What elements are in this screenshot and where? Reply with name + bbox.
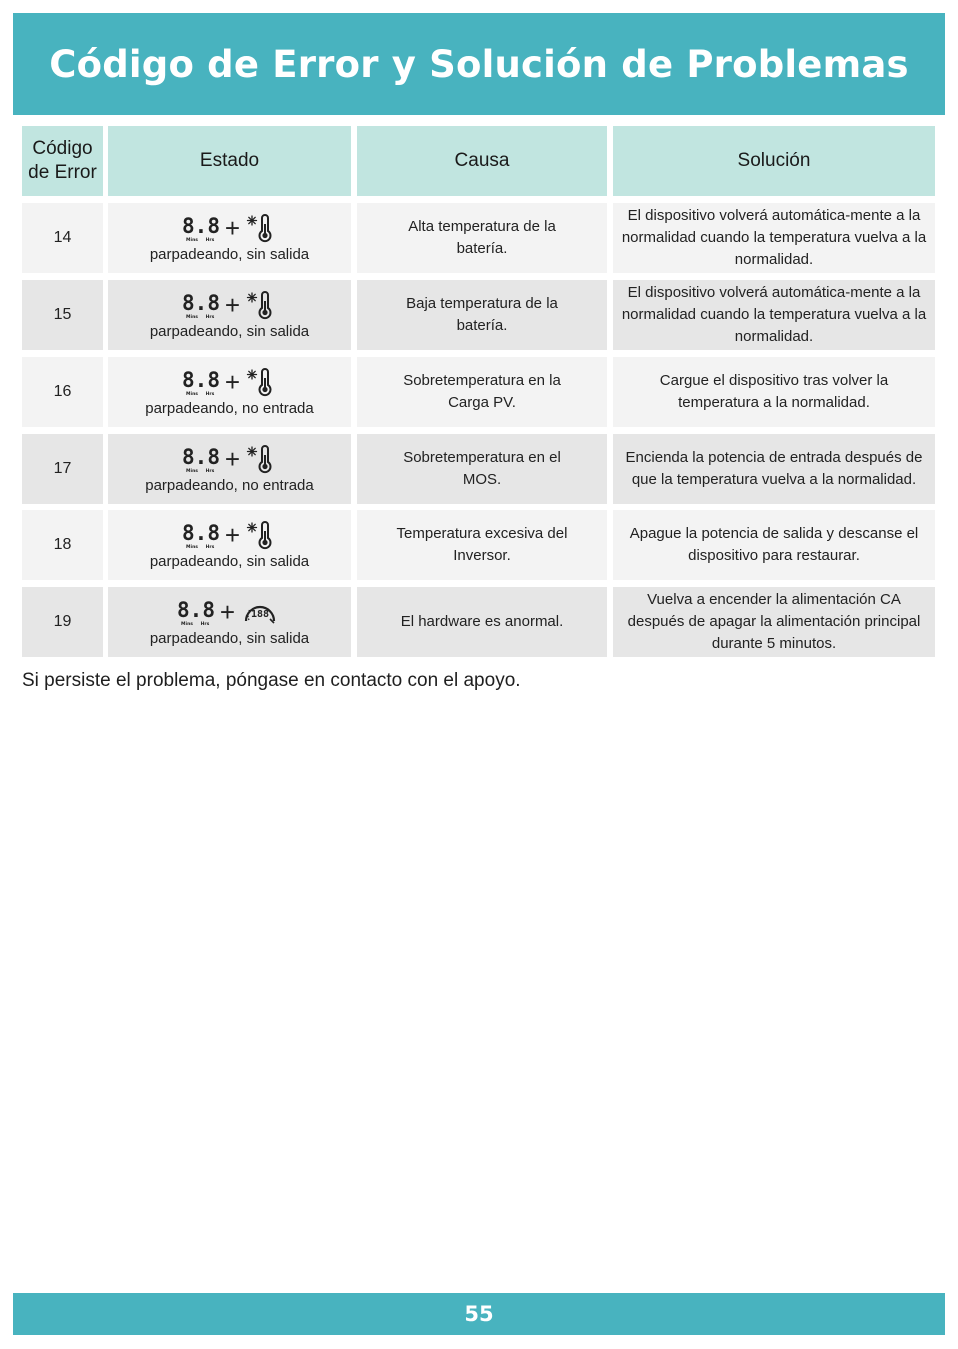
solution-text: El dispositivo volverá automática-mente a la normalidad cuando la temperatura vuelva a la normalidad. (621, 207, 927, 268)
display-hrs-label: Hrs (205, 469, 215, 474)
display-mins-label: Mins (185, 545, 198, 550)
segment-display-icon (181, 214, 220, 243)
display-mins-label: Mins (185, 469, 198, 474)
segment-display-icon (181, 445, 220, 474)
row-17-code-cell (22, 434, 103, 504)
status-icons (181, 367, 274, 397)
plus-sign: + (224, 290, 241, 320)
status-icons (181, 213, 274, 243)
solution-text: El dispositivo volverá automática-mente a la normalidad cuando la temperatura vuelva a la normalidad. (621, 284, 927, 345)
segment-display-icon (181, 291, 220, 320)
cause-text: Sobretemperatura en la Carga PV. (403, 372, 561, 411)
row-16-state-cell (108, 357, 351, 427)
cause-text: Alta temperatura de la batería. (408, 218, 556, 257)
row-16-cause-cell (357, 357, 607, 427)
row-16-solution-cell (613, 357, 935, 427)
error-code: 18 (53, 536, 72, 553)
snowflake-thermometer-icon (246, 521, 274, 549)
error-code: 15 (53, 306, 72, 323)
header-solution-label: Solución (737, 150, 811, 171)
row-18-solution-cell (613, 510, 935, 580)
segment-display-icon (181, 521, 220, 550)
row-14-state-cell (108, 203, 351, 273)
header-cause (357, 126, 607, 196)
header-state-label: Estado (199, 150, 260, 171)
plus-sign: + (224, 444, 241, 474)
header-state (108, 126, 351, 196)
display-mins-label: Mins (185, 238, 198, 243)
error-code: 17 (53, 460, 72, 477)
snowflake-thermometer-icon (246, 445, 274, 473)
display-mins-label: Mins (185, 315, 198, 320)
row-18-code-cell (22, 510, 103, 580)
row-16-code-cell (22, 357, 103, 427)
cause-text: Temperatura excesiva del Inversor. (396, 525, 568, 564)
state-text: parpadeando, no entrada (145, 400, 314, 417)
display-digits: 8.8 (181, 368, 220, 392)
state-text: parpadeando, sin salida (149, 323, 310, 340)
display-mins-label: Mins (185, 392, 198, 397)
row-19-code-cell (22, 587, 103, 657)
row-19-cause-cell (357, 587, 607, 657)
header-cause-label: Causa (454, 150, 510, 171)
display-hrs-label: Hrs (205, 315, 215, 320)
page-title: Código de Error y Solución de Problemas (49, 42, 909, 86)
row-15-state-cell (108, 280, 351, 350)
snowflake-thermometer-icon (246, 368, 274, 396)
row-17-state-cell (108, 434, 351, 504)
display-hrs-label: Hrs (205, 238, 215, 243)
display-mins-label: Mins (180, 622, 193, 627)
display-hrs-label: Hrs (200, 622, 210, 627)
segment-display-icon (176, 598, 215, 627)
speedometer-icon (241, 598, 279, 626)
row-14-cause-cell (357, 203, 607, 273)
state-text: parpadeando, sin salida (149, 553, 310, 570)
plus-sign: + (219, 597, 236, 627)
row-14-code-cell (22, 203, 103, 273)
row-15-cause-cell (357, 280, 607, 350)
cause-text: Baja temperatura de la batería. (406, 295, 558, 334)
page-number: 55 (464, 1302, 494, 1326)
error-code: 19 (53, 613, 72, 630)
display-digits: 8.8 (181, 291, 220, 315)
title-banner (13, 13, 945, 115)
error-code: 16 (53, 383, 72, 400)
state-text: parpadeando, no entrada (145, 477, 314, 494)
row-17-solution-cell (613, 434, 935, 504)
status-icons (181, 520, 274, 550)
display-digits: 8.8 (181, 214, 220, 238)
snowflake-thermometer-icon (246, 291, 274, 319)
row-19-state-cell (108, 587, 351, 657)
row-18-cause-cell (357, 510, 607, 580)
header-code (22, 126, 103, 196)
display-hrs-label: Hrs (205, 545, 215, 550)
plus-sign: + (224, 213, 241, 243)
row-14-solution-cell (613, 203, 935, 273)
solution-text: Cargue el dispositivo tras volver la temperatura a la normalidad. (659, 372, 889, 411)
status-icons (181, 290, 274, 320)
cause-text: El hardware es anormal. (400, 613, 564, 630)
row-15-code-cell (22, 280, 103, 350)
row-18-state-cell (108, 510, 351, 580)
row-15-solution-cell (613, 280, 935, 350)
state-text: parpadeando, sin salida (149, 246, 310, 263)
status-icons (181, 444, 274, 474)
display-digits: 8.8 (181, 445, 220, 469)
solution-text: Apague la potencia de salida y descanse el dispositivo para restaurar. (629, 525, 919, 564)
display-hrs-label: Hrs (205, 392, 215, 397)
header-code-label: Código de Error (28, 138, 97, 183)
gauge-digits: 188 (251, 609, 270, 620)
display-digits: 8.8 (176, 598, 215, 622)
solution-text: Encienda la potencia de entrada después de que la temperatura vuelva a la normalidad. (625, 449, 923, 488)
footer-note: Si persiste el problema, póngase en contacto con el apoyo. (22, 670, 521, 691)
display-digits: 8.8 (181, 521, 220, 545)
page-footer-bar (13, 1293, 945, 1335)
row-17-cause-cell (357, 434, 607, 504)
segment-display-icon (181, 368, 220, 397)
plus-sign: + (224, 367, 241, 397)
solution-text: Vuelva a encender la alimentación CA después de apagar la alimentación principal durante 5 minutos. (627, 591, 921, 652)
cause-text: Sobretemperatura en el MOS. (403, 449, 561, 488)
status-icons (176, 597, 279, 627)
error-code: 14 (53, 229, 72, 246)
snowflake-thermometer-icon (246, 214, 274, 242)
row-19-solution-cell (613, 587, 935, 657)
state-text: parpadeando, sin salida (149, 630, 310, 647)
header-solution (613, 126, 935, 196)
plus-sign: + (224, 520, 241, 550)
